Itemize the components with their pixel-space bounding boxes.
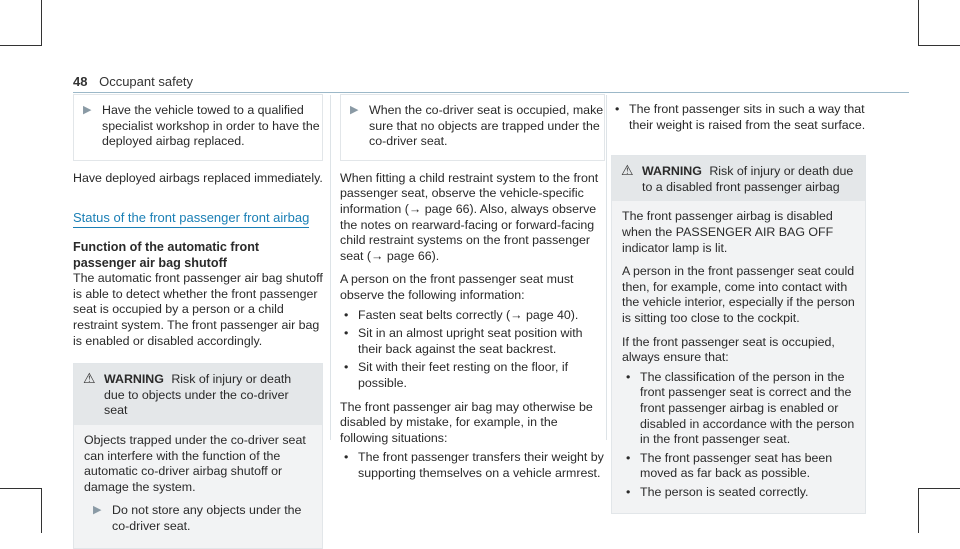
warning-text: If the front passenger seat is occupied, always ensure that: [622, 334, 835, 365]
header-rule [73, 92, 909, 93]
paragraph: Have deployed airbags replaced immediately. [73, 170, 323, 185]
list-item [340, 360, 605, 391]
section-title: Occupant safety [99, 74, 194, 89]
list-item [340, 450, 605, 481]
bullet-icon: • [344, 360, 349, 375]
warning-text: A person in the front passenger seat could then, for example, come into contact with the vehicle interior, especially if the person is sitting too close to the cockpit. [622, 264, 855, 325]
page-header [73, 74, 193, 89]
paragraph: The automatic front passenger air bag shutoff is able to detect whether the front passenger seat is occupied by a person or a child restraint system. The front passenger air bag is enabled or disabled accordingly. [73, 271, 323, 348]
crop-mark-tr-v [918, 0, 919, 46]
warning-triangle-icon: ⚠ [621, 162, 634, 179]
list-item-text: Sit in an almost upright seat position with their back against the seat backrest. [358, 326, 583, 356]
list-item-text: Fasten seat belts correctly (→ page 40). [358, 307, 579, 322]
column-divider [606, 95, 607, 440]
crop-mark-bl-h [0, 488, 42, 489]
instruction-text: Do not store any objects under the co-driver seat. [112, 503, 302, 533]
crop-mark-tl-h [0, 45, 42, 46]
list-item [611, 102, 866, 133]
bullet-icon: • [626, 484, 631, 499]
bullet-icon: • [344, 450, 349, 465]
section-link[interactable]: Status of the front passenger front airbag [73, 210, 309, 228]
bullet-icon: • [344, 326, 349, 341]
instruction-box [73, 94, 323, 161]
warning-triangle-icon: ⚠ [83, 370, 96, 387]
column-2 [340, 94, 605, 484]
subheading: Function of the automatic front passenger air bag shutoff [73, 239, 260, 270]
bullet-list [340, 308, 605, 392]
list-item-text: The front passenger transfers their weight by supporting themselves on a vehicle armrest. [358, 450, 604, 480]
warning-body [612, 201, 865, 513]
column-divider [330, 95, 331, 440]
crop-mark-br-h [918, 488, 960, 489]
paragraph: When fitting a child restraint system to the front passenger seat, observe the vehicle-specific information (→ page 66). Also, always observe the notes on rearward-facing or forward-facing child restraint systems on the front passenger seat (→ page 66). [340, 170, 599, 263]
play-arrow-icon: ▶ [350, 104, 359, 116]
warning-header [74, 364, 322, 425]
warning-box [73, 363, 323, 549]
warning-title: Risk of injury or death due to objects under the co-driver seat [104, 372, 292, 418]
column-1 [73, 94, 323, 549]
warning-text: The front passenger airbag is disabled when the PASSENGER AIR BAG OFF indicator lamp is lit. [622, 209, 834, 255]
play-arrow-icon: ▶ [83, 104, 92, 116]
instruction-box [340, 94, 605, 161]
warning-body [74, 425, 322, 549]
page-number: 48 [73, 74, 88, 89]
column-3 [611, 94, 866, 514]
instruction-text: Have the vehicle towed to a qualified specialist workshop in order to have the deployed airbag replaced. [102, 103, 320, 149]
warning-box [611, 155, 866, 514]
list-item [340, 308, 605, 324]
warning-title: Risk of injury or death due to a disabled front passenger airbag [642, 164, 854, 194]
bullet-list [622, 370, 855, 501]
crop-mark-tl-v [41, 0, 42, 46]
bullet-list [611, 102, 866, 133]
crop-mark-tr-h [918, 45, 960, 46]
list-item-text: The front passenger sits in such a way that their weight is raised from the seat surface. [629, 102, 866, 132]
list-item-text: The person is seated correctly. [640, 484, 809, 499]
list-item-text: The front passenger seat has been moved as far back as possible. [640, 450, 833, 481]
bullet-icon: • [626, 450, 631, 465]
paragraph: A person on the front passenger seat must observe the following information: [340, 272, 574, 302]
list-item [622, 370, 855, 448]
list-item-text: The classification of the person in the front passenger seat is correct and the front passenger airbag is enabled or disabled in accordance with the person in the front passenger seat. [640, 369, 855, 447]
bullet-icon: • [626, 369, 631, 384]
list-item [622, 485, 855, 501]
instruction-box [84, 495, 312, 538]
instruction-text: When the co-driver seat is occupied, make sure that no objects are trapped under the co-driver seat. [369, 103, 604, 149]
play-arrow-icon: ▶ [93, 504, 102, 517]
crop-mark-bl-v [41, 488, 42, 533]
bullet-icon: • [344, 307, 349, 322]
list-item [622, 451, 855, 482]
list-item [340, 326, 605, 357]
bullet-list [340, 450, 605, 481]
warning-text: Objects trapped under the co-driver seat can interfere with the function of the automatic co-driver airbag shutoff or damage the system. [84, 432, 306, 494]
paragraph: The front passenger air bag may otherwise be disabled by mistake, for example, in the following situations: [340, 399, 593, 445]
warning-label: WARNING [642, 164, 702, 179]
list-item-text: Sit with their feet resting on the floor, if possible. [358, 360, 569, 390]
warning-label: WARNING [104, 372, 164, 387]
crop-mark-br-v [918, 488, 919, 533]
warning-header [612, 156, 865, 201]
bullet-icon: • [615, 102, 620, 116]
